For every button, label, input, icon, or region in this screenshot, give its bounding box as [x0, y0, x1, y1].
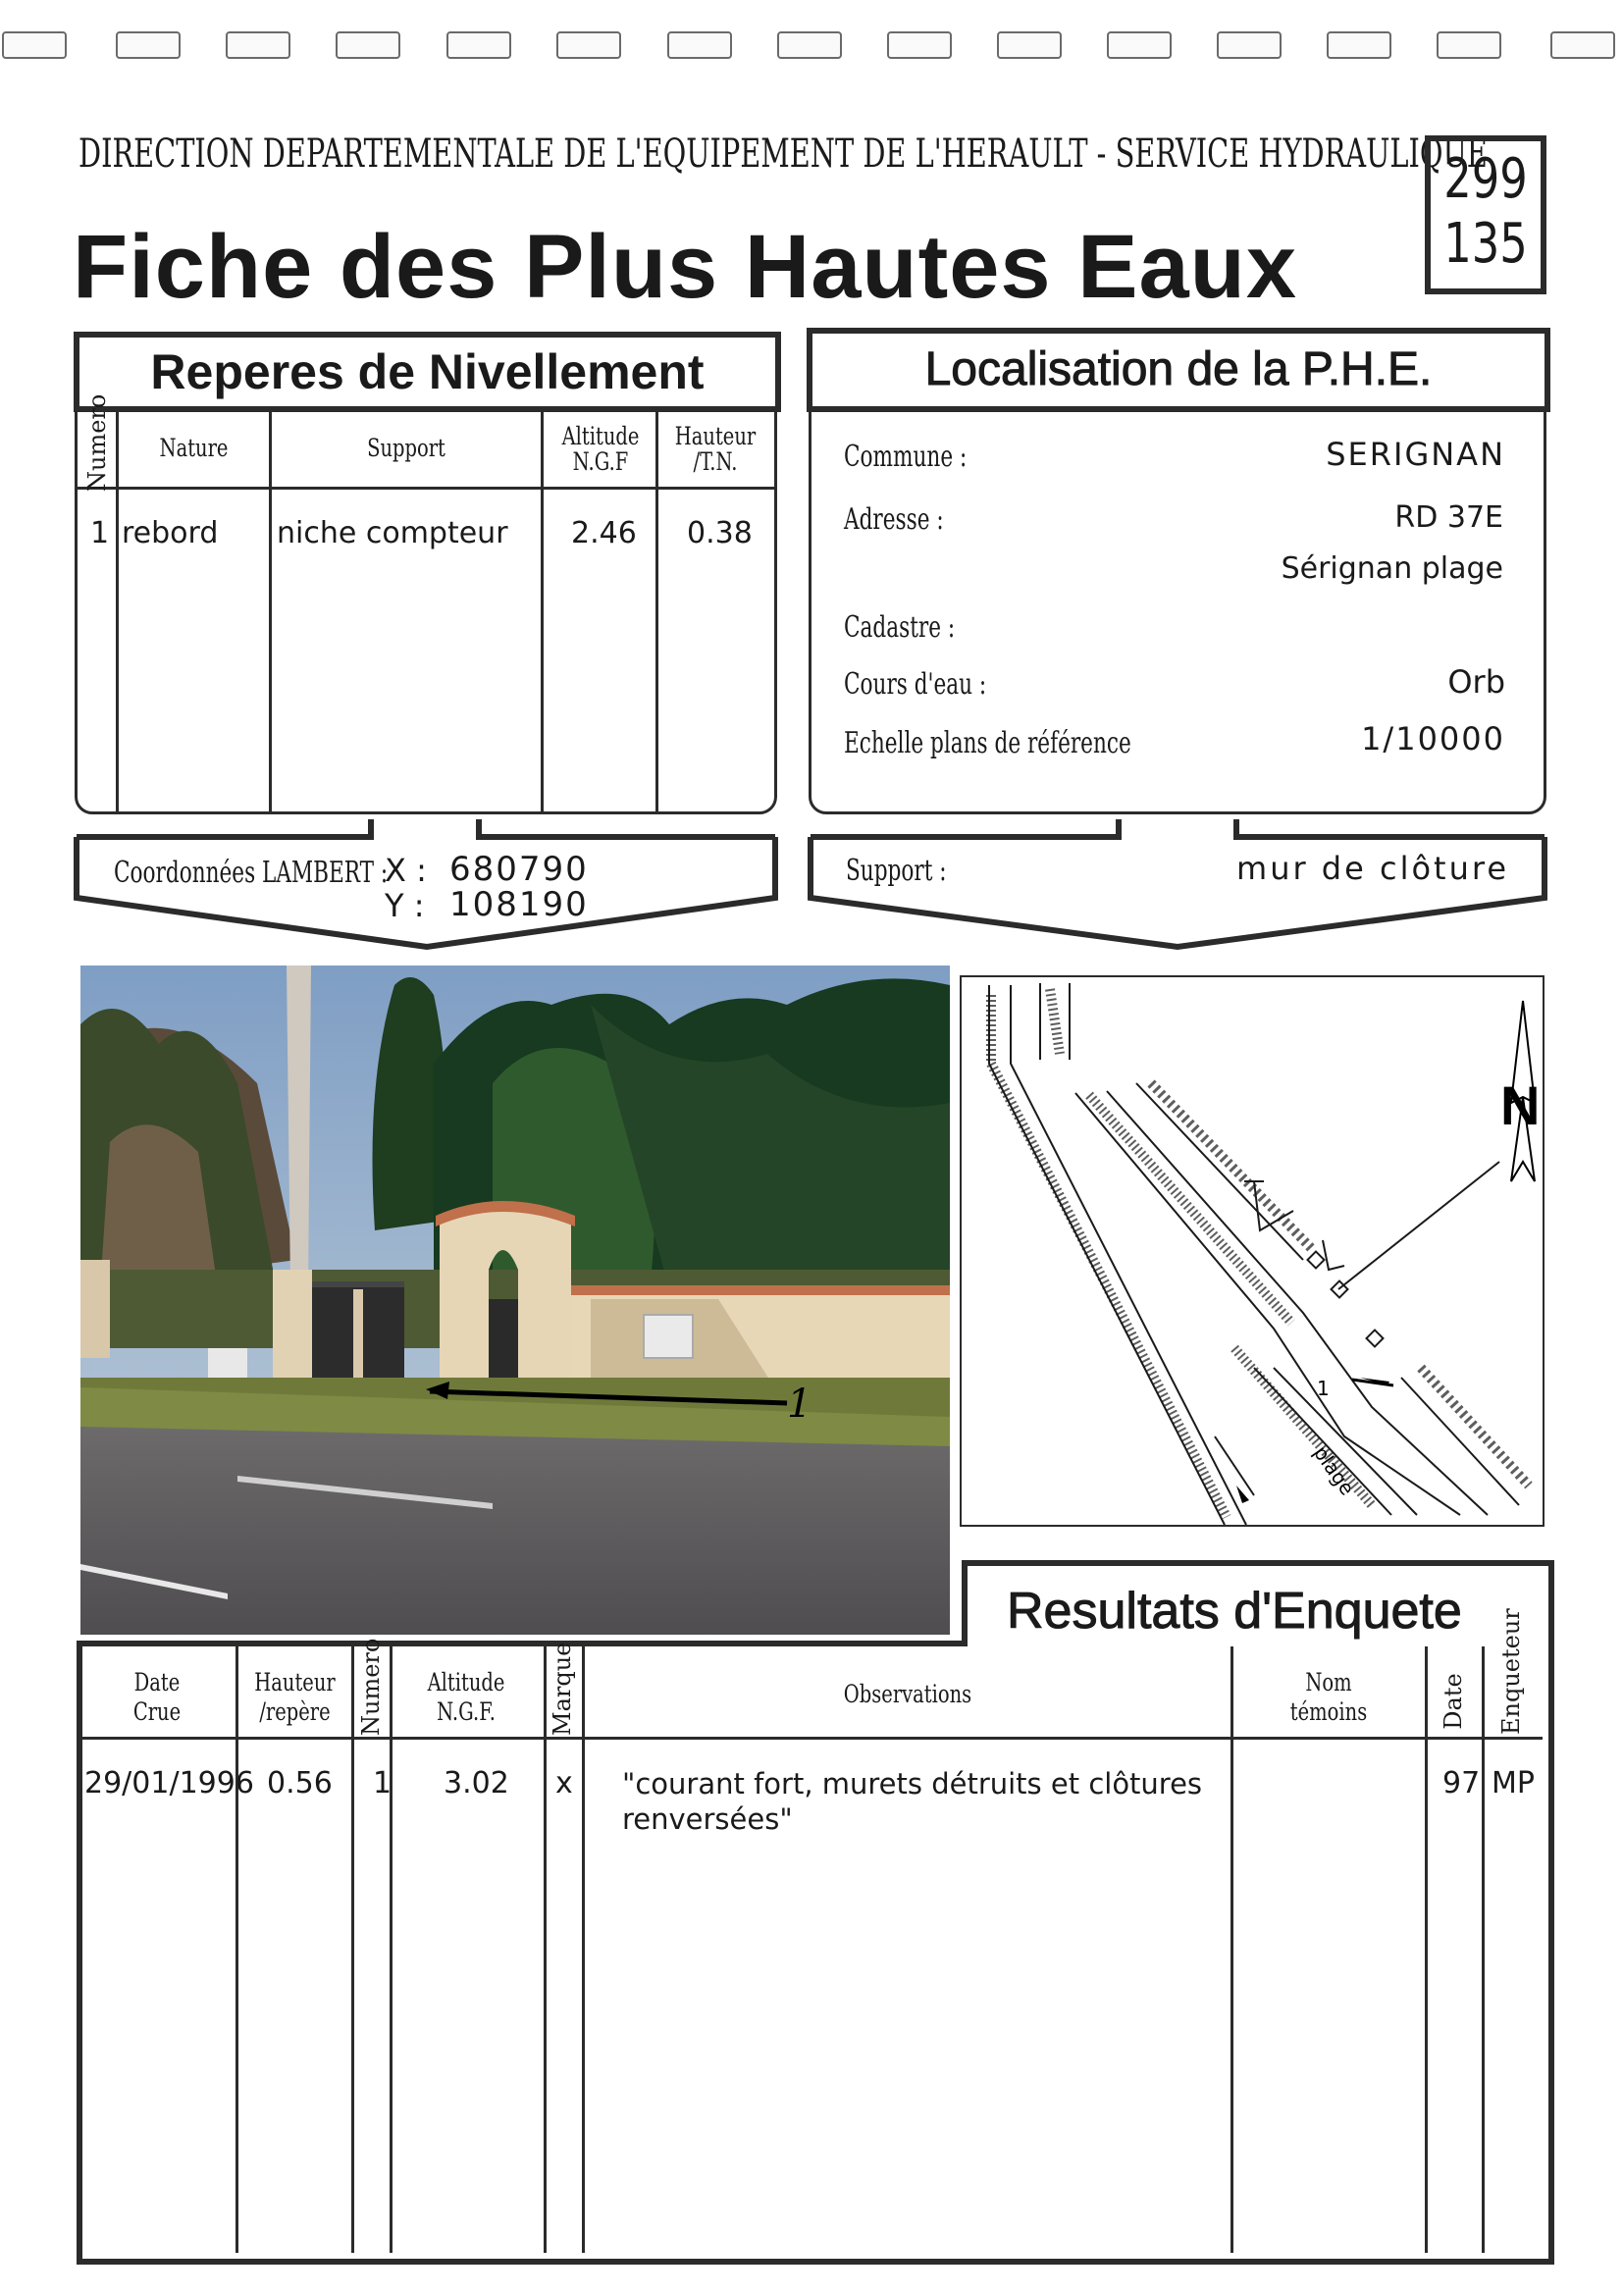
support-value: mur de clôture — [1236, 850, 1509, 887]
north-label: N — [1500, 1074, 1541, 1136]
resultats-title: Resultats d'Enquete — [1007, 1583, 1462, 1640]
cours-label: Cours d'eau : — [844, 667, 987, 702]
resultat-row: 29/01/1996 0.56 1 3.02 x "courant fort, murets détruits et clôtures renversées" 97 MP — [84, 1766, 1535, 1836]
reperes-title: Reperes de Nivellement — [150, 344, 705, 399]
cadastre-label: Cadastre : — [844, 610, 956, 645]
commune-label: Commune : — [844, 440, 968, 474]
col-altitude: Altitude N.G.F — [561, 422, 640, 476]
res-col-date-crue: Date Crue — [132, 1668, 182, 1726]
col-numero: Numero — [83, 393, 111, 492]
col-support: Support — [367, 434, 445, 462]
localisation-title-box — [807, 328, 1550, 412]
cours-value: Orb — [1447, 663, 1505, 701]
site-photo — [80, 965, 950, 1635]
res-col-observations: Observations — [843, 1680, 972, 1708]
commune-value: SERIGNAN — [1326, 436, 1505, 473]
res-col-date: Date — [1440, 1673, 1467, 1730]
code-bottom: 135 — [1443, 212, 1528, 276]
lambert-y-label: Y : — [385, 887, 425, 924]
echelle-value: 1/10000 — [1361, 720, 1505, 757]
res-col-nom: Nom témoins — [1289, 1668, 1368, 1726]
plan-road-label: plage — [1308, 1441, 1360, 1500]
adresse-line-1: RD 37E — [1394, 500, 1503, 535]
col-nature: Nature — [159, 434, 229, 462]
col-hauteur: Hauteur /T.N. — [674, 422, 757, 476]
photo-marker: 1 — [787, 1382, 812, 1427]
adresse-line-2: Sérignan plage — [1281, 551, 1503, 586]
resultats-title-box — [962, 1560, 1554, 1646]
lambert-x-label: X : — [385, 852, 427, 889]
code-box — [1425, 135, 1546, 294]
lambert-y: 108190 — [449, 885, 589, 924]
plan-marker: 1 — [1317, 1377, 1330, 1400]
resultats-frame — [77, 1638, 1554, 2265]
res-col-hauteur: Hauteur /repère — [254, 1668, 336, 1726]
reperes-title-box — [74, 332, 781, 412]
res-col-enqueteur: Enqueteur — [1497, 1608, 1525, 1735]
res-col-altitude: Altitude N.G.F. — [427, 1668, 505, 1726]
department-line: DIRECTION DEPARTEMENTALE DE L'EQUIPEMENT DE L'HERAULT - SERVICE HYDRAULIQUE — [79, 131, 1488, 177]
localisation-title: Localisation de la P.H.E. — [924, 343, 1433, 395]
res-col-marque: Marque — [549, 1642, 576, 1736]
location-plan — [960, 975, 1544, 1527]
adresse-label: Adresse : — [844, 502, 944, 537]
page-title: Fiche des Plus Hautes Eaux — [73, 217, 1298, 317]
support-label: Support : — [846, 854, 947, 888]
binder-holes — [0, 0, 1623, 78]
code-top: 299 — [1443, 147, 1528, 211]
res-col-numero: Numero — [357, 1638, 385, 1736]
lambert-x: 680790 — [449, 850, 589, 889]
echelle-label: Echelle plans de référence — [844, 726, 1131, 760]
lambert-label: Coordonnées LAMBERT : — [114, 856, 389, 890]
repere-row: 1 rebord niche compteur 2.46 0.38 — [90, 516, 753, 550]
